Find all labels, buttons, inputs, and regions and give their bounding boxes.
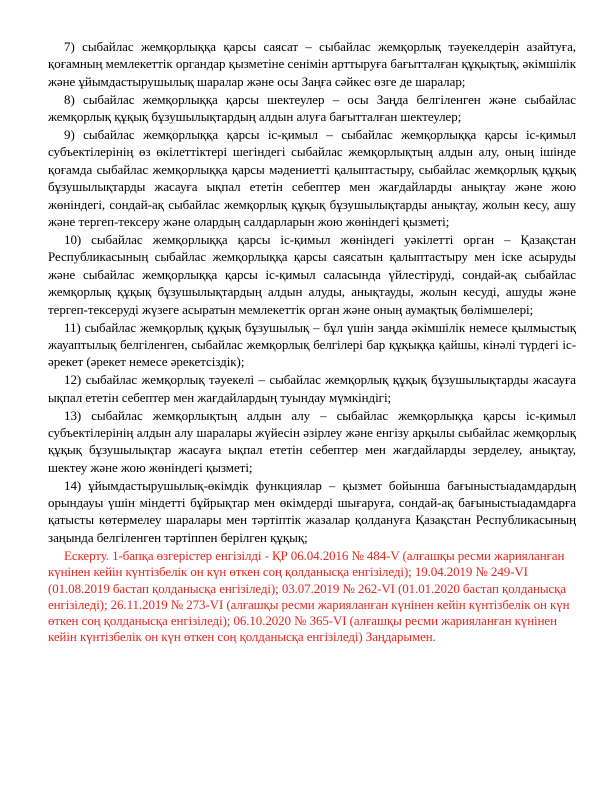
amendment-note: Ескерту. 1-бапқа өзгерістер енгізілді - ҚР 06.04.2016 № 484-V (алғашқы ресми жарияланған күнінен кейін күнтізбелік он күн өткен соң қолданысқа енгізіледі); 19.04.2019 № 249-VI (01.08.2019 бастап қолданысқа енгізіледі); 03.07.2019 № 262-VI (01.01.2020 бастап қолданысқа енгізіледі); 26.11.2019 № 273-VI (алғашқы ресми жарияланған күнінен кейін күнтізбелік он күн өткен соң қолданысқа енгізіледі); 06.10.2020 № 365-VI (алғашқы ресми жарияланған күнінен кейін күнтізбелік он күн өткен соң қолданысқа енгізіледі) Заңдарымен. xyxy=(48,548,570,645)
definition-item-9: 9) сыбайлас жемқорлыққа қарсы іс-қимыл – сыбайлас жемқорлыққа қарсы іс-қимыл субъектілерінің өз өкілеттіктері шегіндегі сыбайлас жемқорлықтың алдын алу, оның ішінде қоғамда сыбайлас жемқорлыққа қарсы мәдениетті қалыптастыру, сыбайлас жемқорлық құқық бұзушылықтарды жасауға ықпал ететін себептер мен жағдайларды анықтау және жою жөніндегі, сондай-ақ сыбайлас жемқорлық құқық бұзушылықтарды анықтау, жолын кесу, ашу және тергеп-тексеру және олардың салдарларын жою жөніндегі қызметі; xyxy=(48,127,576,230)
definition-item-12: 12) сыбайлас жемқорлық тәуекелі – сыбайлас жемқорлық құқық бұзушылықтарды жасауға ықпал ететін себептер мен жағдайлардың туындау мүмкіндігі; xyxy=(48,372,576,405)
definition-item-10: 10) сыбайлас жемқорлыққа қарсы іс-қимыл жөніндегі уәкілетті орган – Қазақстан Республикасының сыбайлас жемқорлыққа қарсы саясатын қалыптастыру мен іске асыруды және сыбайлас жемқорлыққа қарсы іс-қимыл саласында үйлестіруді, сондай-ақ сыбайлас жемқорлық құқық бұзушылықтардың алдын алуды, анықтауды, жолын кесуді, ашуды және тергеп-тексеруді жүзеге асыратын мемлекеттік орган және оның аумақтық бөлімшелері; xyxy=(48,231,576,317)
definition-item-13: 13) сыбайлас жемқорлықтың алдын алу – сыбайлас жемқорлыққа қарсы іс-қимыл субъектілерінің алдын алу шаралары жүйесін әзірлеу және енгізу арқылы сыбайлас жемқорлық құқық бұзушылықтар жасауға ықпал ететін себептер мен жағдайларды зерделеу, анықтау, шектеу және жою жөніндегі қызметі; xyxy=(48,407,576,475)
definition-item-11: 11) сыбайлас жемқорлық құқық бұзушылық – бұл үшін заңда әкімшілік немесе қылмыстық жауаптылық белгіленген, сыбайлас жемқорлық белгілері бар құқыққа қайшы, кінәлі түрдегі іс-әрекет (әрекет немесе әрекетсіздік); xyxy=(48,319,576,370)
definition-item-14: 14) ұйымдастырушылық-өкімдік функциялар – қызмет бойынша бағыныстыадамдардың орындауы үшін міндетті бұйрықтар мен өкімдерді шығаруға, сондай-ақ бағыныстыадамдарға қатысты көтермелеу шаралары мен тәртіптік жазалар қолдануға Қазақстан Республикасының заңында белгіленген тәртіппен берілген құқық; xyxy=(48,477,576,545)
definition-item-7: 7) сыбайлас жемқорлыққа қарсы саясат – сыбайлас жемқорлық тәуекелдерін азайтуға, қоғамның мемлекеттік органдар қызметіне сенімін арттыруға бағытталған құқықтық, әкімшілік және ұйымдастырушылық шаралар және осы Заңға сәйкес өзге де шаралар; xyxy=(48,39,576,89)
definition-item-8: 8) сыбайлас жемқорлыққа қарсы шектеулер – осы Заңда белгіленген және сыбайлас жемқорлық құқық бұзушылықтардың алдын алуға бағытталған шектеулер; xyxy=(48,91,576,125)
